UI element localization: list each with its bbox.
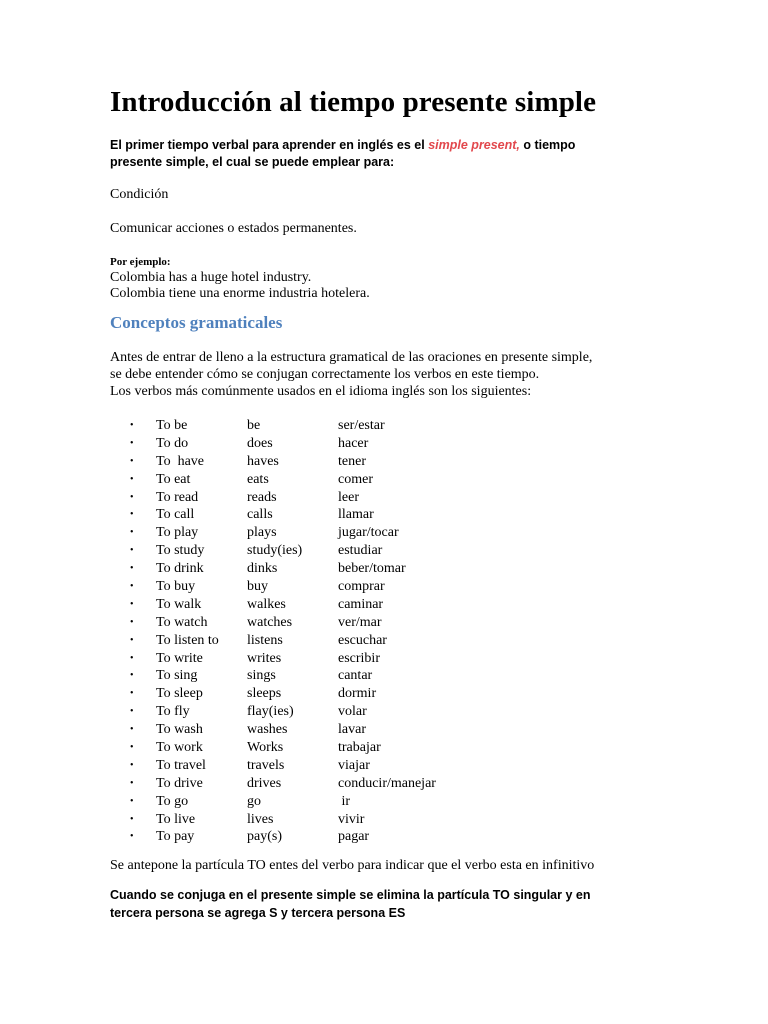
verb-list-item (110, 417, 498, 435)
verb-translation: trabajar (338, 740, 381, 756)
bullet-icon: • (130, 437, 134, 449)
verb-translation: escribir (338, 650, 380, 666)
verb-infinitive: To work (156, 740, 203, 756)
verb-list (110, 417, 498, 846)
verb-infinitive: To travel (156, 757, 206, 773)
verb-third-person: calls (247, 507, 273, 523)
verb-third-person: drives (247, 775, 282, 791)
verb-translation: cantar (338, 668, 373, 684)
verb-infinitive: To call (156, 507, 195, 523)
verb-third-person: flay(ies) (247, 704, 294, 720)
bullet-icon: • (130, 545, 134, 557)
verb-infinitive: To live (156, 811, 196, 827)
intro-text-after: o tiempo presente simple, el cual se puede emplear para: (110, 138, 576, 169)
bullet-icon: • (130, 563, 134, 575)
verb-list-item (110, 632, 498, 650)
section-heading: Conceptos gramaticales (110, 313, 283, 332)
verb-infinitive: To wash (156, 722, 203, 738)
verb-third-person: walkes (247, 596, 286, 612)
verb-list-item (110, 721, 498, 739)
verb-list-item (110, 650, 498, 668)
verb-list-item (110, 685, 498, 703)
verb-list-item (110, 489, 498, 507)
bullet-icon: • (130, 813, 134, 825)
verb-translation: comprar (338, 579, 385, 595)
verb-list-item (110, 775, 498, 793)
verb-infinitive: To study (156, 543, 205, 559)
bullet-icon: • (130, 742, 134, 754)
verb-list-item (110, 506, 498, 524)
verb-infinitive: To go (156, 793, 189, 809)
bullet-icon: • (130, 491, 134, 503)
verb-infinitive: To be (156, 418, 188, 433)
bullet-icon: • (130, 473, 134, 485)
verb-translation: hacer (338, 435, 369, 451)
bullet-icon: • (130, 581, 134, 593)
verb-translation: ir (338, 793, 351, 809)
example-label: Por ejemplo: (110, 256, 171, 268)
verb-translation: estudiar (338, 543, 383, 559)
verb-third-person: lives (247, 811, 274, 827)
verb-list-item (110, 524, 498, 542)
verb-list-item (110, 596, 498, 614)
bullet-icon: • (130, 527, 134, 539)
verb-translation: llamar (338, 507, 374, 523)
verb-infinitive: To read (156, 489, 199, 505)
verb-third-person: eats (247, 471, 269, 487)
verb-translation: lavar (338, 722, 366, 738)
verb-infinitive: To write (156, 650, 203, 666)
verb-third-person: sings (247, 668, 276, 684)
verb-translation: escuchar (338, 632, 387, 648)
verb-infinitive: To eat (156, 471, 191, 487)
bullet-icon: • (130, 688, 134, 700)
verb-translation: caminar (338, 596, 384, 612)
verb-list-item (110, 435, 498, 453)
verb-translation: beber/tomar (338, 561, 406, 577)
bullet-icon: • (130, 616, 134, 628)
verb-infinitive: To fly (156, 704, 190, 720)
verb-list-item (110, 811, 498, 829)
verb-infinitive: To watch (156, 614, 208, 630)
bullet-icon: • (130, 634, 134, 646)
verb-infinitive: To buy (156, 579, 196, 595)
verb-infinitive: To pay (156, 829, 195, 845)
verb-third-person: study(ies) (247, 543, 303, 559)
verb-list-item (110, 453, 498, 471)
verb-infinitive: To do (156, 435, 189, 451)
verb-translation: pagar (338, 829, 370, 845)
verb-list-item (110, 667, 498, 685)
verb-list-item (110, 542, 498, 560)
verb-translation: dormir (338, 686, 377, 702)
verb-third-person: reads (247, 489, 277, 505)
verb-list-item (110, 828, 498, 846)
conjugation-note: Cuando se conjuga en el presente simple se elimina la partícula TO singular y en tercera persona se agrega S y tercera persona ES (110, 888, 591, 920)
bullet-icon: • (130, 598, 134, 610)
verb-list-item (110, 793, 498, 811)
infinitive-note: Se antepone la partícula TO entes del verbo para indicar que el verbo esta en infinitivo (110, 858, 595, 873)
verb-third-person: haves (247, 453, 279, 469)
verb-infinitive: To drive (156, 775, 203, 791)
verb-infinitive: To have (156, 453, 205, 469)
verb-translation: vivir (338, 811, 365, 827)
verb-infinitive: To listen to (156, 632, 219, 648)
verb-translation: leer (338, 489, 359, 505)
intro-text-before: El primer tiempo verbal para aprender en inglés es el (110, 138, 429, 152)
bullet-icon: • (130, 777, 134, 789)
verb-third-person: Works (247, 740, 284, 756)
verb-third-person: plays (247, 525, 277, 541)
verb-list-item (110, 614, 498, 632)
explanation-line-1: Antes de entrar de lleno a la estructura gramatical de las oraciones en presente simple, (110, 350, 593, 365)
bullet-icon: • (130, 759, 134, 771)
verb-third-person: buy (247, 579, 268, 595)
bullet-icon: • (130, 795, 134, 807)
verb-translation: jugar/tocar (338, 525, 399, 541)
verb-third-person: pay(s) (247, 829, 282, 845)
page-title: Introducción al tiempo presente simple (110, 86, 597, 118)
verb-translation: tener (338, 453, 366, 469)
bullet-icon: • (130, 420, 134, 431)
example-english: Colombia has a huge hotel industry. (110, 270, 312, 285)
bullet-icon: • (130, 652, 134, 664)
verb-infinitive: To walk (156, 596, 202, 612)
verb-translation: volar (338, 704, 367, 720)
bullet-icon: • (130, 831, 134, 843)
intro-highlight: simple present, (428, 138, 520, 152)
bullet-icon: • (130, 670, 134, 682)
verb-translation: viajar (338, 757, 370, 773)
explanation-line-2: se debe entender cómo se conjugan correctamente los verbos en este tiempo. (110, 367, 540, 382)
usage-text: Comunicar acciones o estados permanentes. (110, 221, 357, 236)
verb-third-person: writes (247, 650, 282, 666)
verb-infinitive: To play (156, 525, 199, 541)
verb-third-person: go (247, 793, 261, 809)
verb-list-item (110, 560, 498, 578)
verb-translation: comer (338, 471, 373, 487)
example-spanish: Colombia tiene una enorme industria hotelera. (110, 286, 370, 301)
verb-translation: conducir/manejar (338, 775, 436, 791)
verb-list-item (110, 471, 498, 489)
verb-third-person: watches (247, 614, 293, 630)
verb-translation: ser/estar (338, 418, 385, 433)
bullet-icon: • (130, 706, 134, 718)
verb-third-person: dinks (247, 561, 278, 577)
verb-list-item (110, 757, 498, 775)
verb-list-item (110, 703, 498, 721)
verb-infinitive: To drink (156, 561, 204, 577)
verb-translation: ver/mar (338, 614, 382, 630)
intro-paragraph (110, 137, 630, 171)
bullet-icon: • (130, 455, 134, 467)
verb-third-person: travels (247, 757, 285, 773)
condition-text: Condición (110, 187, 169, 202)
verb-third-person: sleeps (247, 686, 282, 702)
verb-third-person: washes (247, 722, 288, 738)
verb-list-item (110, 739, 498, 757)
bullet-icon: • (130, 509, 134, 521)
bullet-icon: • (130, 724, 134, 736)
verb-infinitive: To sing (156, 668, 198, 684)
verb-third-person: does (247, 435, 273, 451)
explanation-line-3: Los verbos más comúnmente usados en el idioma inglés son los siguientes: (110, 384, 532, 399)
verb-third-person: be (247, 418, 261, 433)
verb-third-person: listens (247, 632, 283, 648)
verb-infinitive: To sleep (156, 686, 203, 702)
verb-list-item (110, 578, 498, 596)
